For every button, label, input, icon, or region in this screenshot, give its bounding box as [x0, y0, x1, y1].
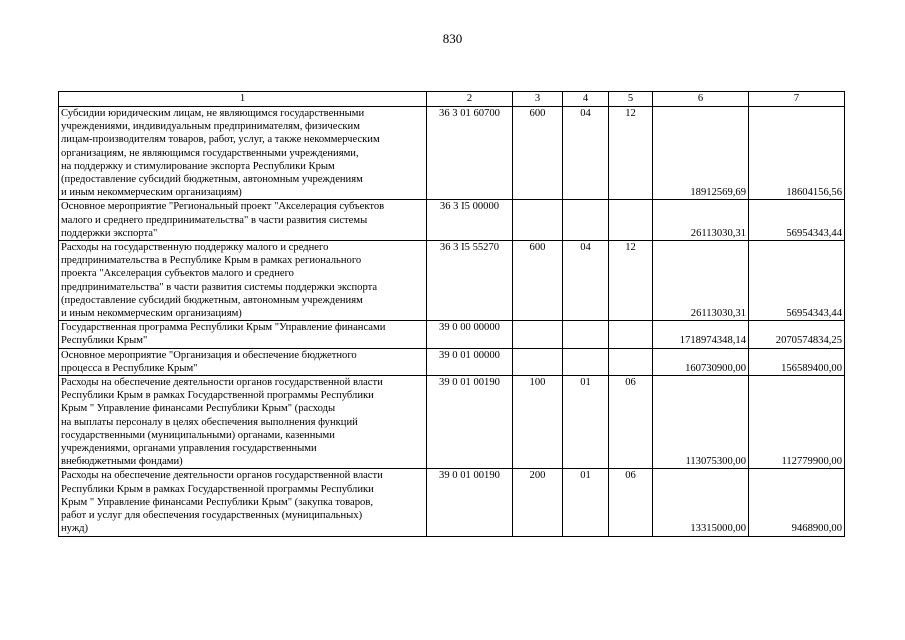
row-amount-6: 160730900,00: [653, 348, 749, 375]
row-amount-7: 9468900,00: [749, 469, 845, 536]
row-col3: [513, 321, 563, 348]
table-row: [59, 200, 845, 241]
row-col3: 600: [513, 107, 563, 200]
row-col4: 01: [563, 376, 609, 469]
row-col3: 100: [513, 376, 563, 469]
row-code: 36 3 01 60700: [427, 107, 513, 200]
row-col5: 12: [609, 107, 653, 200]
row-amount-6: 26113030,31: [653, 200, 749, 241]
row-amount-7: 112779900,00: [749, 376, 845, 469]
table-row: [59, 241, 845, 321]
row-col3: 600: [513, 241, 563, 321]
table-header-row: [59, 92, 845, 107]
row-amount-6: 18912569,69: [653, 107, 749, 200]
header-cell: 7: [749, 92, 845, 107]
row-col4: [563, 200, 609, 241]
table-row: [59, 469, 845, 536]
table-row: [59, 107, 845, 200]
row-description: Основное мероприятие "Организация и обеспечение бюджетного процесса в Республике Крым": [59, 348, 427, 375]
row-code: 39 0 01 00190: [427, 469, 513, 536]
row-col4: 04: [563, 107, 609, 200]
table-row: [59, 321, 845, 348]
row-col4: 04: [563, 241, 609, 321]
row-amount-7: 56954343,44: [749, 241, 845, 321]
row-description: Расходы на государственную поддержку малого и среднего предпринимательства в Республике Крым в рамках регионального проекта "Акселерация субъектов малого и среднего предпринимательства" в части развития системы поддержки экспорта (предоставление субсидий бюджетным, автономным учреждениям и иным некоммерческим организациям): [59, 241, 427, 321]
row-code: 39 0 01 00000: [427, 348, 513, 375]
row-col5: 12: [609, 241, 653, 321]
row-description: Расходы на обеспечение деятельности органов государственной власти Республики Крым в рамках Государственной программы Республики Крым " Управление финансами Республики Крым" (закупка товаров, работ и услуг для обеспечения государственных (муниципальных) нужд): [59, 469, 427, 536]
row-amount-7: 156589400,00: [749, 348, 845, 375]
row-amount-6: 26113030,31: [653, 241, 749, 321]
row-code: 36 3 I5 55270: [427, 241, 513, 321]
row-code: 39 0 01 00190: [427, 376, 513, 469]
header-cell: 4: [563, 92, 609, 107]
row-description: Основное мероприятие "Региональный проект "Акселерация субъектов малого и среднего предпринимательства" в части развития системы поддержки экспорта": [59, 200, 427, 241]
header-cell: 3: [513, 92, 563, 107]
header-cell: 1: [59, 92, 427, 107]
row-amount-6: 113075300,00: [653, 376, 749, 469]
row-amount-7: 18604156,56: [749, 107, 845, 200]
row-description: Расходы на обеспечение деятельности органов государственной власти Республики Крым в рамках Государственной программы Республики Крым " Управление финансами Республики Крым" (расходы на выплаты персоналу в целях обеспечения выполнения функций государственными (муниципальными) органами, казенными учреждениями, органами управления государственными внебюджетными фондами): [59, 376, 427, 469]
page-number: 830: [442, 31, 463, 46]
header-cell: 5: [609, 92, 653, 107]
row-col3: 200: [513, 469, 563, 536]
row-col4: 01: [563, 469, 609, 536]
budget-table: [58, 91, 845, 537]
header-cell: 6: [653, 92, 749, 107]
row-col5: 06: [609, 376, 653, 469]
row-col5: 06: [609, 469, 653, 536]
row-col4: [563, 321, 609, 348]
row-col3: [513, 200, 563, 241]
row-col5: [609, 348, 653, 375]
row-code: 39 0 00 00000: [427, 321, 513, 348]
table-row: [59, 376, 845, 469]
header-cell: 2: [427, 92, 513, 107]
row-amount-7: 56954343,44: [749, 200, 845, 241]
row-description: Субсидии юридическим лицам, не являющимся государственными учреждениями, индивидуальным предпринимателям, физическим лицам-производителям товаров, работ, услуг, а также некоммерческим организациям, не являющимся государственными учреждениями, на поддержку и стимулирование экспорта Республики Крым (предоставление субсидий бюджетным, автономным учреждениям и иным некоммерческим организациям): [59, 107, 427, 200]
row-col3: [513, 348, 563, 375]
row-amount-6: 1718974348,14: [653, 321, 749, 348]
row-code: 36 3 I5 00000: [427, 200, 513, 241]
row-amount-7: 2070574834,25: [749, 321, 845, 348]
row-col5: [609, 200, 653, 241]
row-amount-6: 13315000,00: [653, 469, 749, 536]
row-col5: [609, 321, 653, 348]
row-description: Государственная программа Республики Крым "Управление финансами Республики Крым": [59, 321, 427, 348]
table-row: [59, 348, 845, 375]
row-col4: [563, 348, 609, 375]
